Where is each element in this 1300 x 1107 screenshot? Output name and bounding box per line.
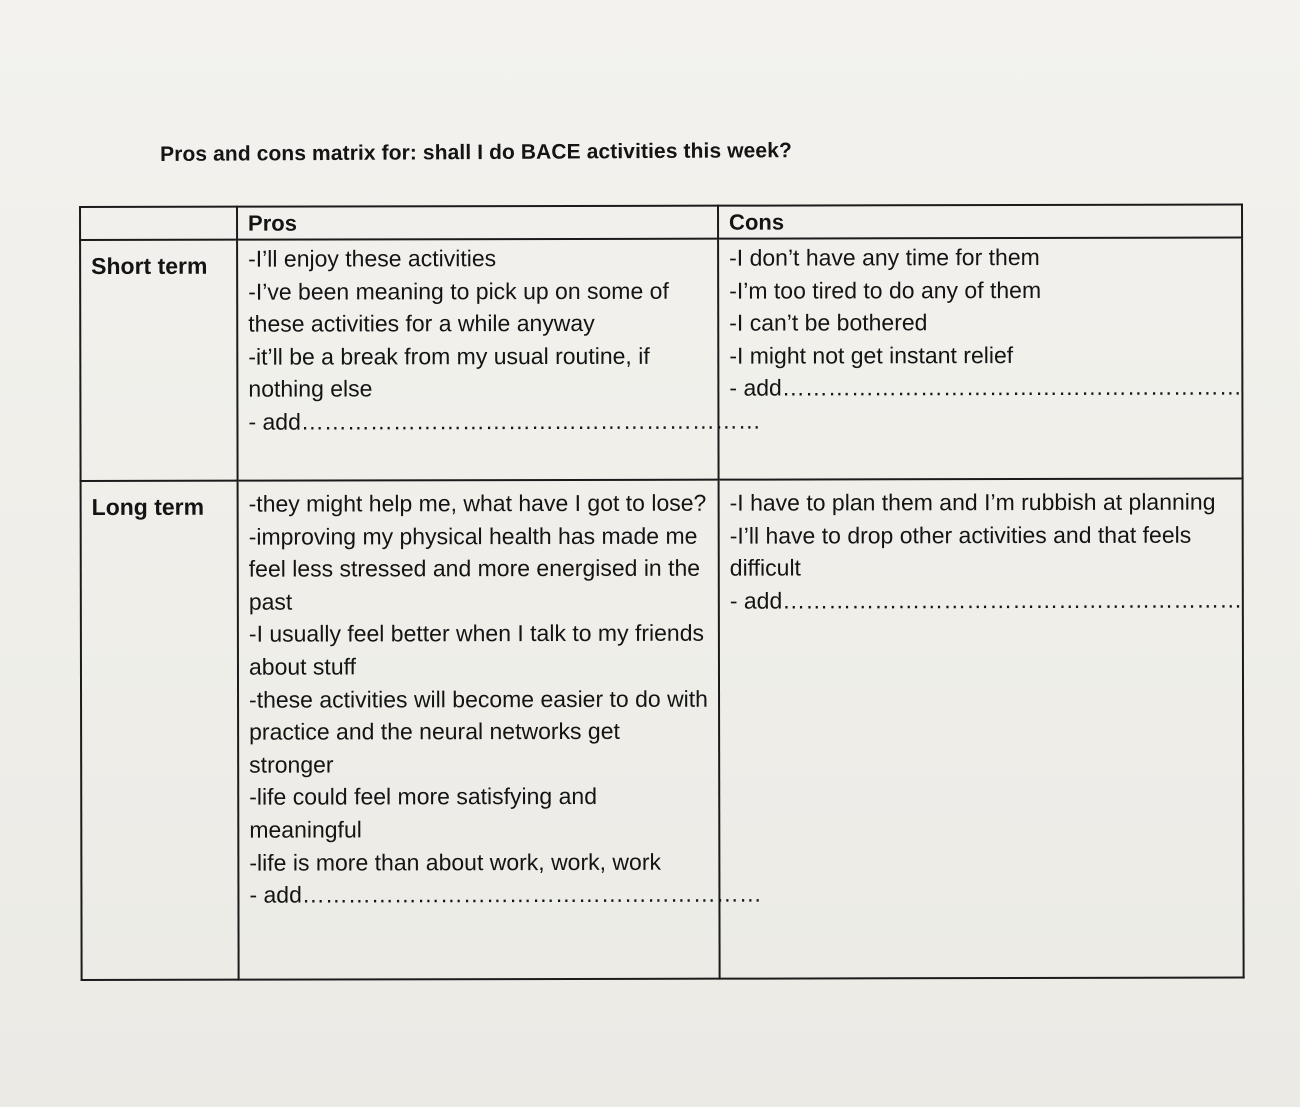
pros-item: -life could feel more satisfying and meaningful <box>249 783 597 843</box>
cons-add-blank: - add…………………………………………………… <box>729 373 1242 402</box>
cons-header: Cons <box>718 205 1242 239</box>
cons-item: -I have to plan them and I’m rubbish at planning <box>729 488 1216 516</box>
pros-header: Pros <box>237 206 718 240</box>
pros-item: -it’ll be a break from my usual routine, if nothing else <box>248 342 650 403</box>
pros-item: -they might help me, what have I got to lose? <box>248 489 707 517</box>
long-term-pros-cell <box>238 480 762 980</box>
pros-item: -I usually feel better when I talk to my friends about stuff <box>248 620 705 680</box>
cons-add-blank: - add…………………………………………………… <box>729 586 1243 614</box>
short-term-row <box>80 238 1243 481</box>
pros-item: -I’ll enjoy these activities <box>248 245 497 272</box>
short-term-label: Short term <box>80 240 238 481</box>
pros-item: -I’ve been meaning to pick up on some of these activities for a while anyway <box>248 277 669 337</box>
cons-item: -I’m too tired to do any of them <box>729 276 1042 304</box>
long-term-row <box>81 479 1244 980</box>
short-term-pros-cell <box>237 239 761 481</box>
page-title: Pros and cons matrix for: shall I do BACE activities this week? <box>160 139 792 166</box>
long-term-cons-cell <box>719 479 1244 979</box>
pros-add-blank: - add…………………………………………………… <box>249 880 762 908</box>
cons-item: -I can’t be bothered <box>729 309 928 336</box>
corner-cell <box>80 207 237 240</box>
pros-cons-matrix <box>79 204 1245 981</box>
long-term-label: Long term <box>81 481 239 980</box>
cons-item: -I don’t have any time for them <box>729 243 1040 271</box>
pros-item: -these activities will become easier to do with practice and the neural networks get stronger <box>249 685 708 778</box>
cons-item: -I’ll have to drop other activities and that feels difficult <box>729 521 1192 581</box>
short-term-cons-cell <box>718 238 1243 480</box>
cons-item: -I might not get instant relief <box>729 341 1014 369</box>
pros-item: -life is more than about work, work, work <box>249 848 661 876</box>
header-row <box>80 205 1242 240</box>
pros-add-blank: - add…………………………………………………… <box>248 407 761 435</box>
pros-item: -improving my physical health has made me feel less stressed and more energised in the past <box>248 522 701 615</box>
